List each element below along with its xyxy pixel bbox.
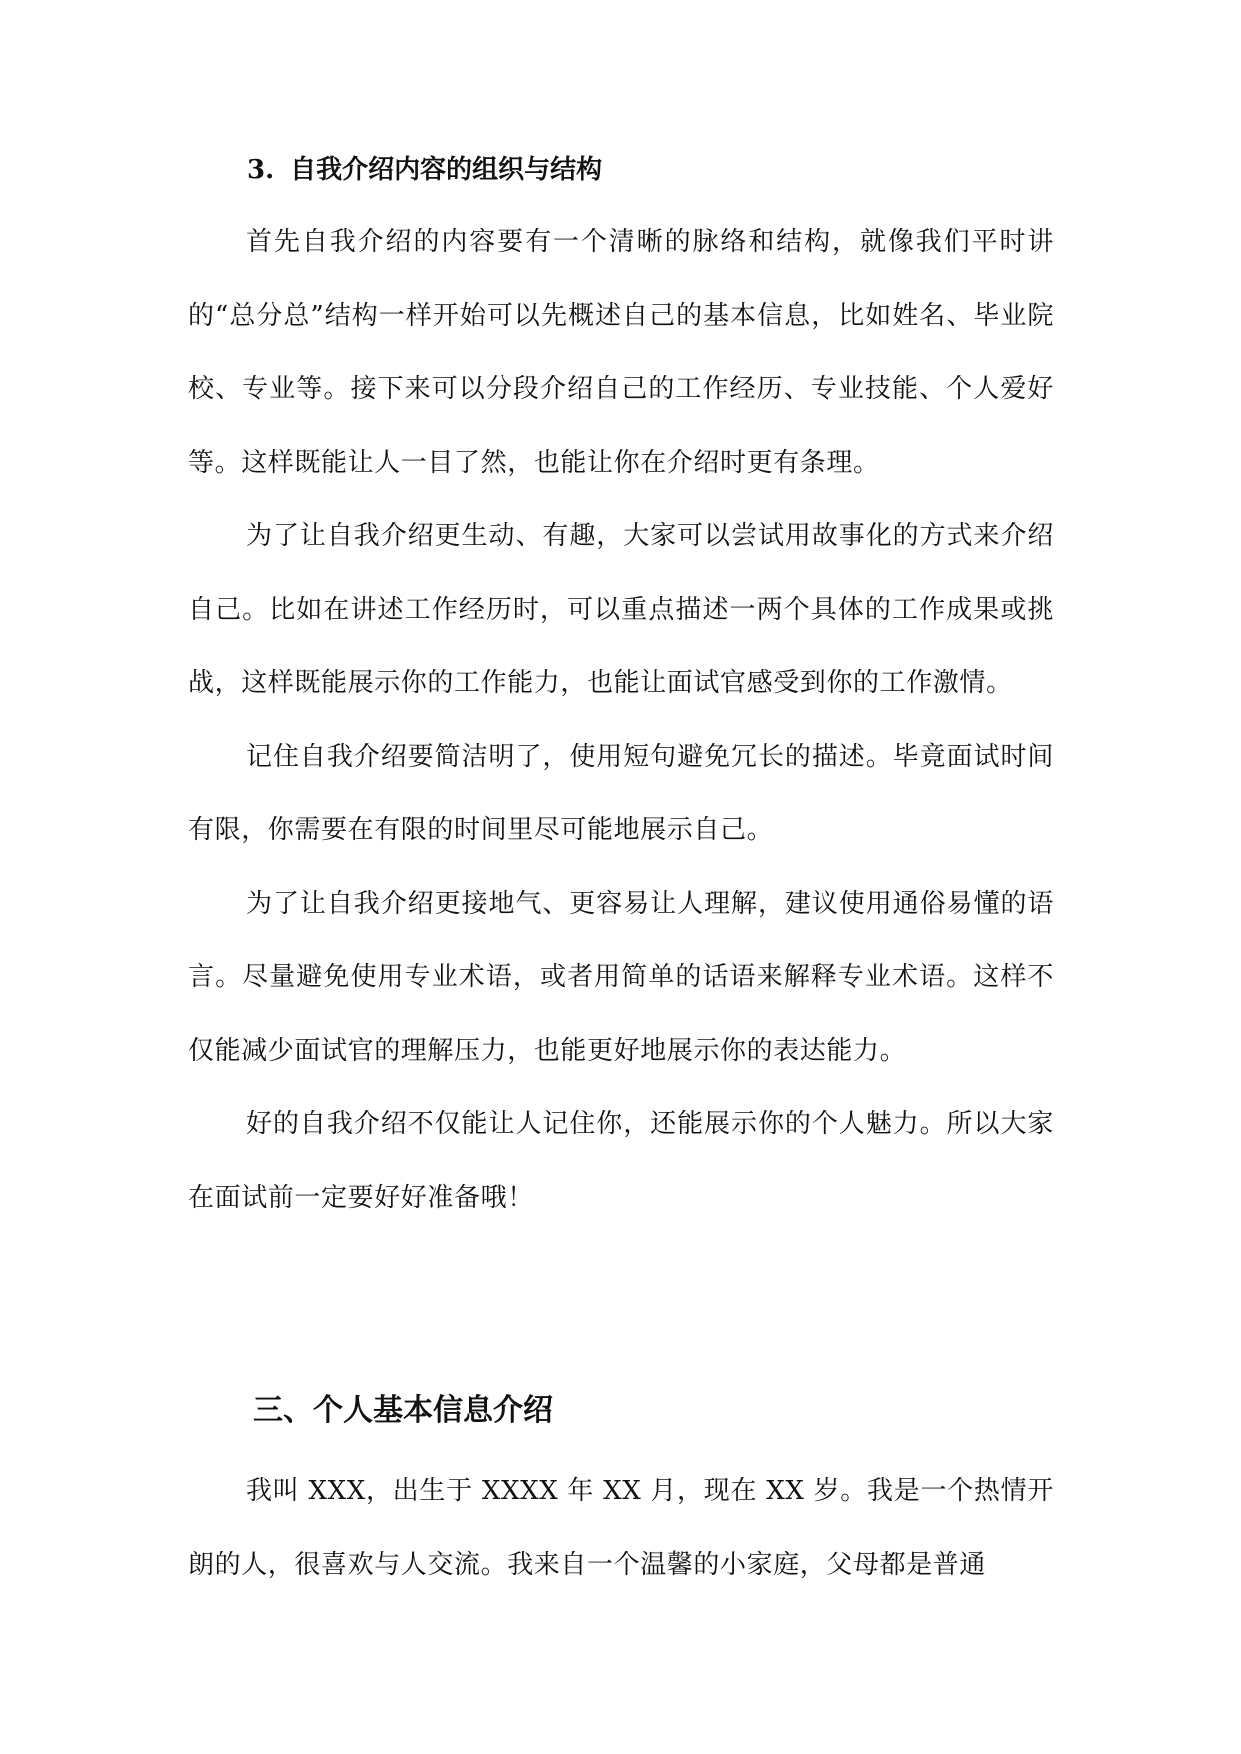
section-heading: 三、个人基本信息介绍 <box>253 1393 553 1428</box>
paragraph: 首先自我介绍的内容要有一个清晰的脉络和结构，就像我们平时讲的“总分总”结构一样开始可以先概述自己的基本信息，比如姓名、毕业院校、专业等。接下来可以分段介绍自己的工作经历、专业技能、个人爱好等。这样既能让人一目了然，也能让你在介绍时更有条理。 <box>188 227 1054 478</box>
subsection-title: 自我介绍内容的组织与结构 <box>290 155 603 185</box>
subsection-number: 3. <box>247 155 275 185</box>
paragraph: 记住自我介绍要简洁明了，使用短句避免冗长的描述。毕竟面试时间有限，你需要在有限的时间里尽可能地展示自己。 <box>188 741 1054 845</box>
paragraph: 好的自我介绍不仅能让人记住你，还能展示你的个人魅力。所以大家在面试前一定要好好准备哦！ <box>188 1109 1054 1213</box>
paragraph: 我叫 XXX，出生于 XXXX 年 XX 月，现在 XX 岁。我是一个热情开朗的人，很喜欢与人交流。我来自一个温馨的小家庭，父母都是普通 <box>188 1476 1054 1580</box>
subsection-heading <box>247 150 602 190</box>
section-body-text <box>188 1455 1054 1602</box>
paragraph: 为了让自我介绍更生动、有趣，大家可以尝试用故事化的方式来介绍自己。比如在讲述工作经历时，可以重点描述一两个具体的工作成果或挑战，这样既能展示你的工作能力，也能让面试官感受到你的工作激情。 <box>188 521 1054 698</box>
body-text <box>188 206 1054 1235</box>
paragraph: 为了让自我介绍更接地气、更容易让人理解，建议使用通俗易懂的语言。尽量避免使用专业术语，或者用简单的话语来解释专业术语。这样不仅能减少面试官的理解压力，也能更好地展示你的表达能力。 <box>188 888 1054 1066</box>
